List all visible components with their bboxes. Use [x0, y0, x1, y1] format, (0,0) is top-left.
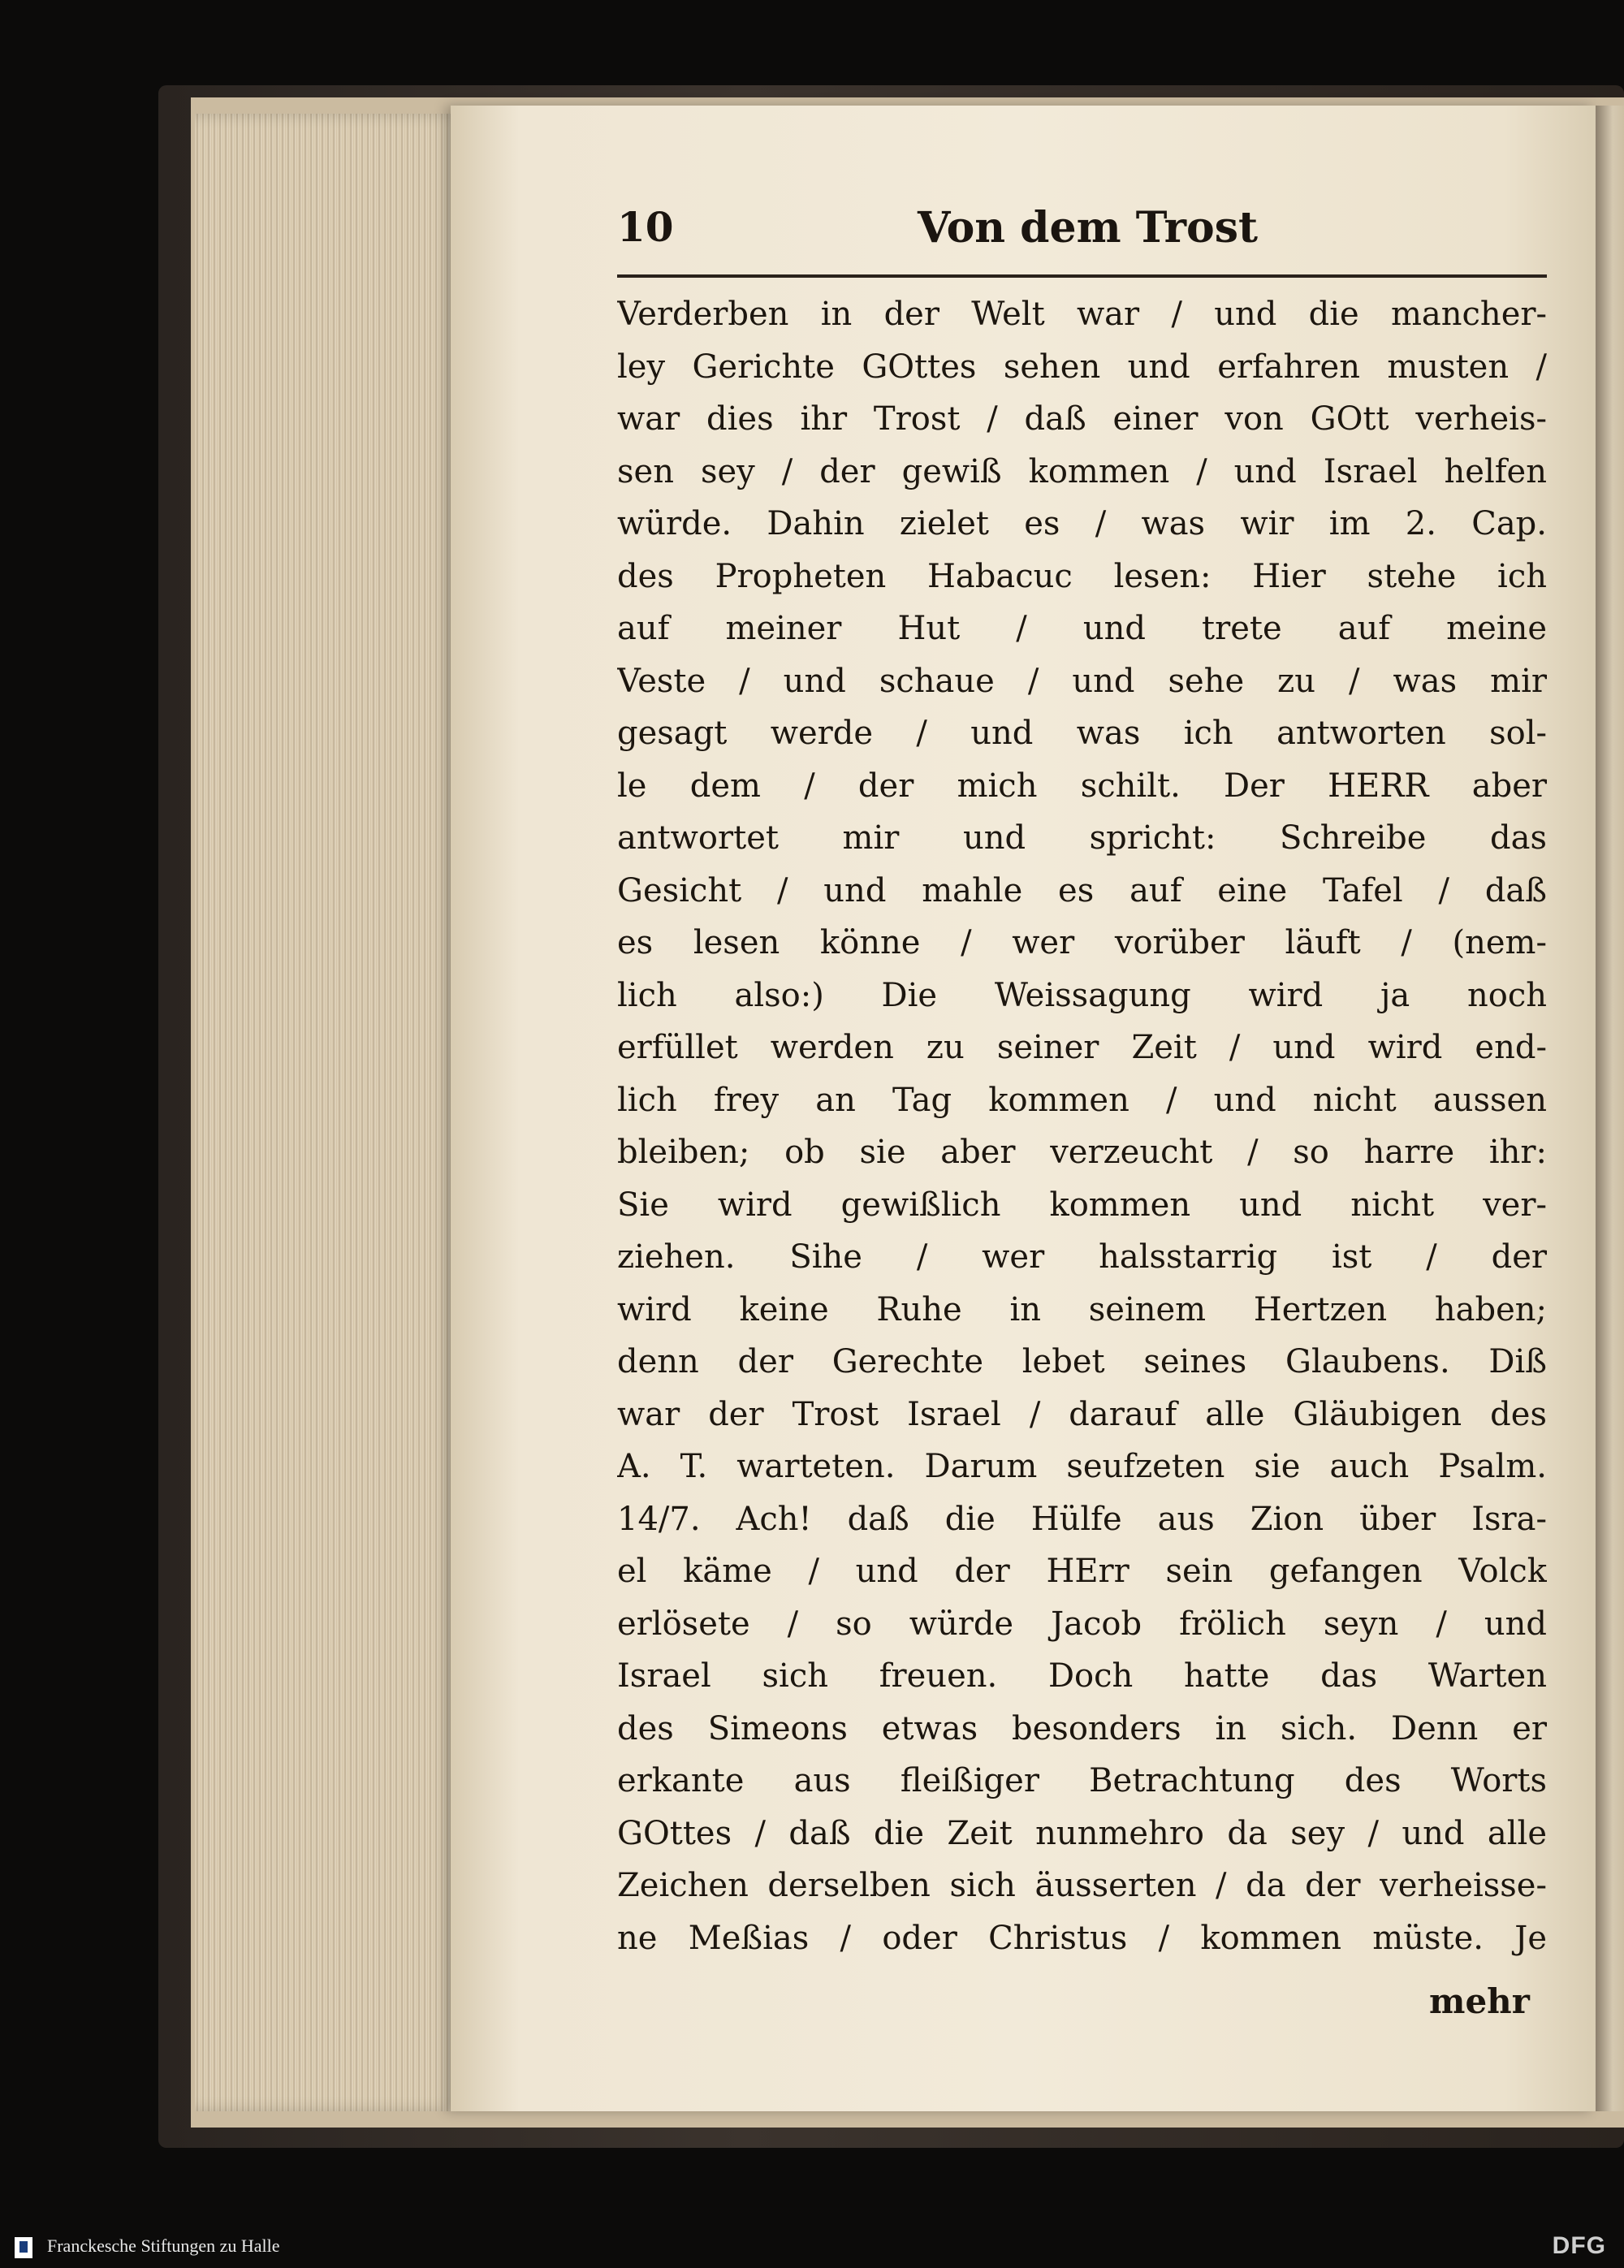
text-line: Sie wird gewißlich kommen und nicht ver- [617, 1186, 1547, 1224]
footer-bar [0, 2227, 1624, 2268]
text-line: Zeichen derselben sich äusserten / da der verheisse- [617, 1867, 1547, 1904]
text-line: el käme / und der HErr sein gefangen Volck [617, 1553, 1547, 1590]
page-header [617, 203, 1547, 260]
text-line: lich also:) Die Weissagung wird ja noch [617, 976, 1547, 1014]
text-line: war dies ihr Trost / daß einer von GOtt verheis- [617, 400, 1547, 438]
text-line: ley Gerichte GOttes sehen und erfahren musten / [617, 348, 1547, 386]
institution-logo-icon [15, 2237, 32, 2258]
page-number: 10 [617, 203, 674, 251]
text-line: Veste / und schaue / und sehe zu / was mir [617, 662, 1547, 700]
text-line: GOttes / daß die Zeit nunmehro da sey / und alle [617, 1814, 1547, 1852]
text-line: würde. Dahin zielet es / was wir im 2. Cap. [617, 505, 1547, 542]
text-line: bleiben; ob sie aber verzeucht / so harre ihr: [617, 1134, 1547, 1171]
text-line: Gesicht / und mahle es auf eine Tafel / daß [617, 871, 1547, 909]
text-line: Verderben in der Welt war / und die mancher- [617, 296, 1547, 333]
text-line: le dem / der mich schilt. Der HERR aber [617, 767, 1547, 805]
text-line: Israel sich freuen. Doch hatte das Warten [617, 1657, 1547, 1695]
institution-label: Franckesche Stiftungen zu Halle [47, 2236, 280, 2256]
text-line: ne Meßias / oder Christus / kommen müste. Je [617, 1919, 1547, 1957]
text-line: 14/7. Ach! daß die Hülfe aus Zion über Isra- [617, 1500, 1547, 1538]
text-line: erlösete / so würde Jacob frölich seyn / und [617, 1605, 1547, 1643]
header-rule [617, 274, 1547, 278]
facing-page-gutter [1596, 106, 1624, 2111]
text-line: denn der Gerechte lebet seines Glaubens. Diß [617, 1343, 1547, 1380]
text-line: antwortet mir und spricht: Schreibe das [617, 819, 1547, 857]
text-line: des Propheten Habacuc lesen: Hier stehe ich [617, 557, 1547, 595]
catchword: mehr [1429, 1981, 1530, 2021]
text-line: es lesen könne / wer vorüber läuft / (nem- [617, 924, 1547, 961]
text-line: erkante aus fleißiger Betrachtung des Worts [617, 1762, 1547, 1799]
text-line: sen sey / der gewiß kommen / und Israel helfen [617, 452, 1547, 490]
text-line: ziehen. Sihe / wer halsstarrig ist / der [617, 1238, 1547, 1276]
body-text [617, 288, 1547, 2042]
running-head: Von dem Trost [918, 203, 1259, 253]
text-line: gesagt werde / und was ich antworten sol- [617, 715, 1547, 752]
text-line: auf meiner Hut / und trete auf meine [617, 610, 1547, 647]
text-line: des Simeons etwas besonders in sich. Denn er [617, 1709, 1547, 1747]
text-line: war der Trost Israel / darauf alle Gläubigen des [617, 1395, 1547, 1433]
page-edges [195, 114, 463, 2111]
text-line: erfüllet werden zu seiner Zeit / und wird end- [617, 1029, 1547, 1066]
text-line: wird keine Ruhe in seinem Hertzen haben; [617, 1290, 1547, 1328]
text-line: A. T. warteten. Darum seufzeten sie auch Psalm. [617, 1448, 1547, 1485]
dfg-logo: DFG [1552, 2232, 1606, 2259]
text-line: lich frey an Tag kommen / und nicht aussen [617, 1081, 1547, 1119]
